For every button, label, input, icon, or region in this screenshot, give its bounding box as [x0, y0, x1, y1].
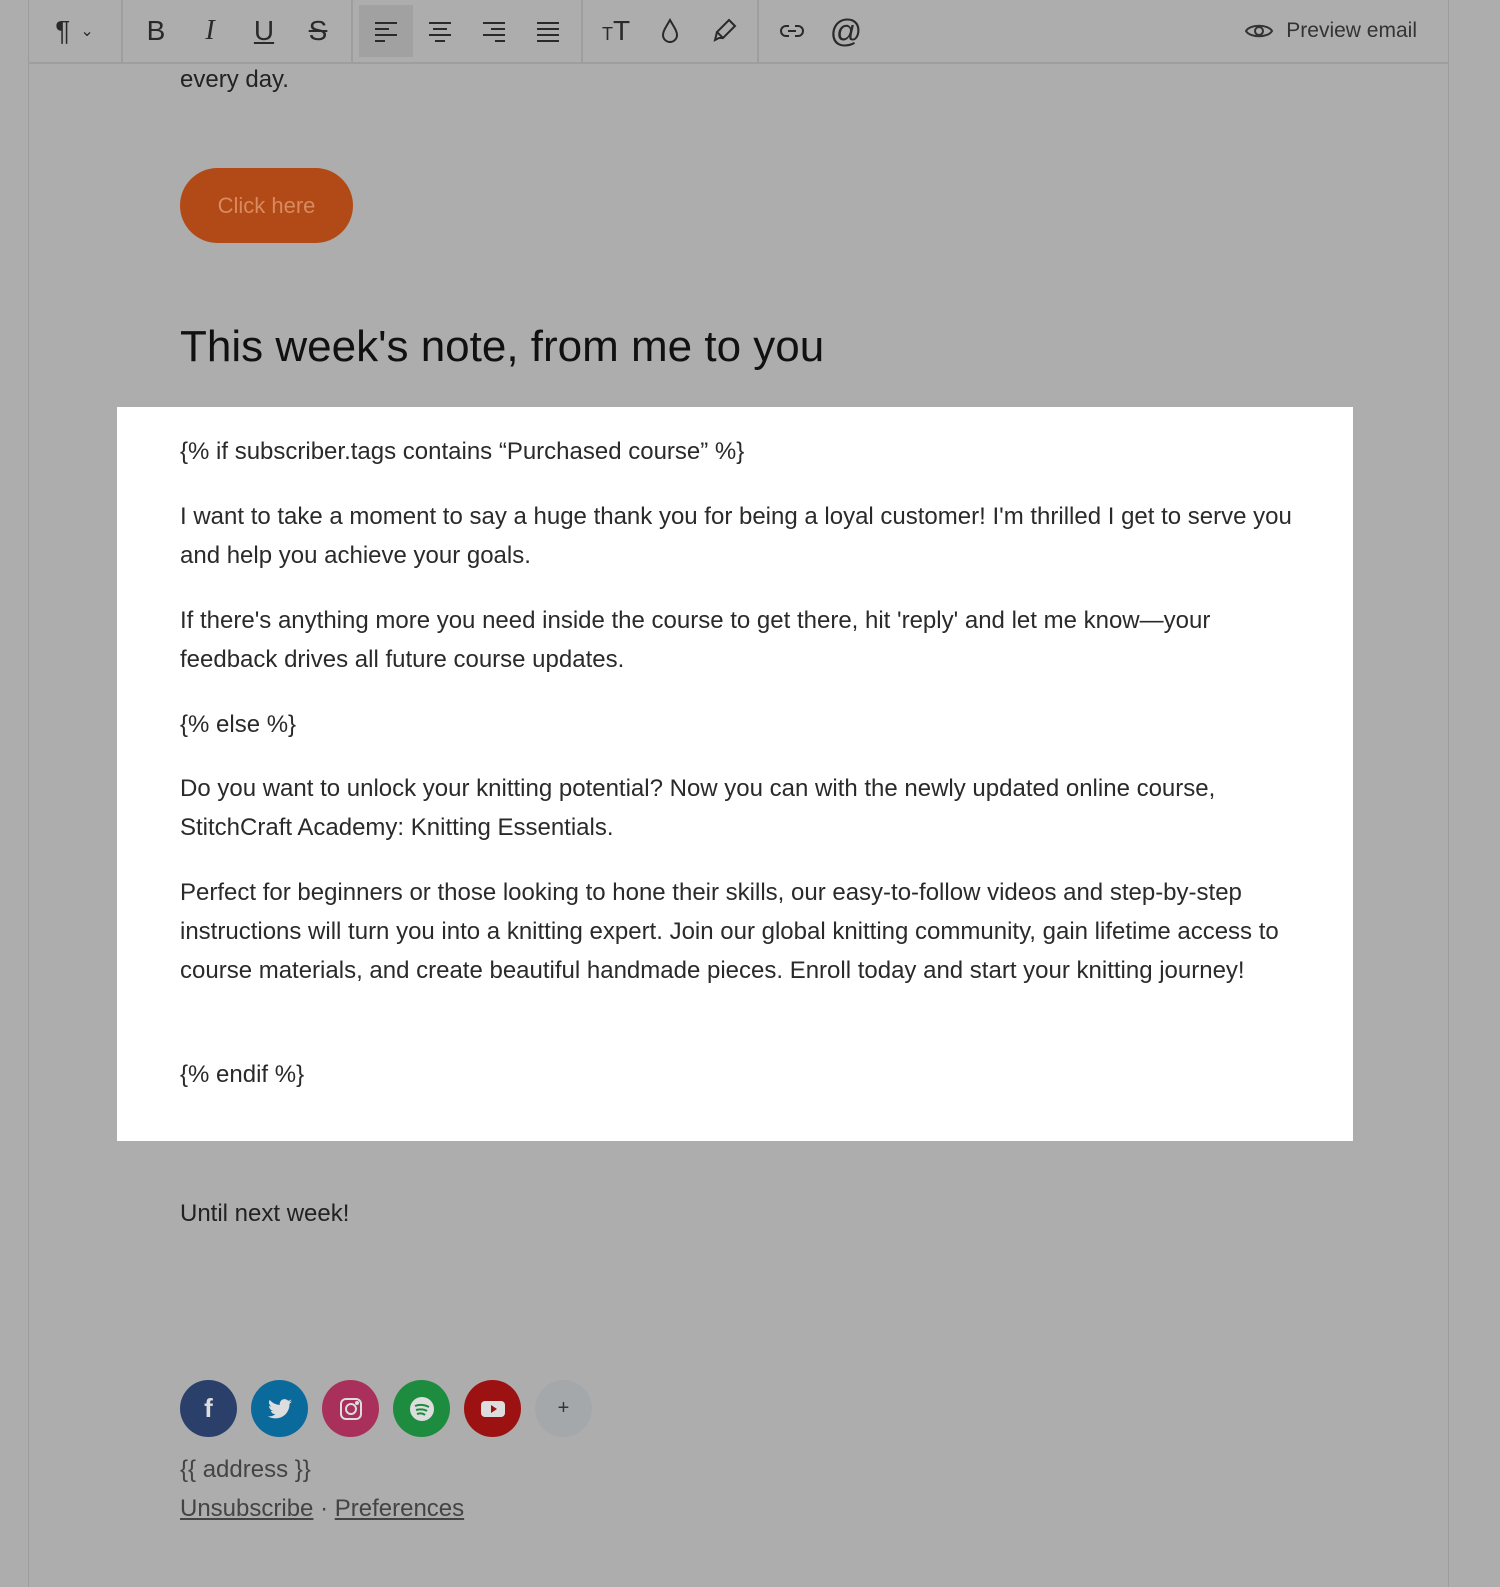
spotify-icon[interactable] [393, 1380, 450, 1437]
font-size-button[interactable] [589, 5, 643, 57]
preview-email-label: Preview email [1286, 19, 1417, 42]
italic-button[interactable] [183, 5, 237, 57]
formatting-toolbar [28, 0, 1449, 64]
droplet-icon [655, 16, 685, 46]
strikethrough-button[interactable] [291, 5, 345, 57]
link-separator: · [320, 1495, 329, 1522]
justify-icon [533, 16, 563, 46]
bold-icon: B [146, 15, 166, 46]
link-icon [777, 16, 807, 46]
cta-button[interactable]: Click here [180, 168, 353, 243]
conditional-content-block[interactable] [117, 407, 1353, 1141]
font-size-icon: TT [601, 15, 631, 46]
add-social-link-button[interactable]: + [535, 1380, 592, 1437]
liquid-else-tag: {% else %} [180, 711, 297, 738]
highlighter-icon [709, 16, 739, 46]
preview-email-button[interactable] [1244, 0, 1449, 62]
align-left-icon [371, 16, 401, 46]
intro-text: every day. [180, 66, 289, 93]
paragraph-style-dropdown[interactable] [36, 5, 113, 57]
align-right-button[interactable] [467, 5, 521, 57]
align-center-icon [425, 16, 455, 46]
signoff-text: Until next week! [180, 1200, 350, 1227]
preferences-link[interactable]: Preferences [334, 1495, 465, 1522]
at-icon: @ [829, 12, 863, 49]
facebook-icon[interactable]: f [180, 1380, 237, 1437]
liquid-endif-tag: {% endif %} [180, 1061, 305, 1088]
footer-links [180, 1495, 464, 1523]
eye-icon [1244, 20, 1274, 42]
chevron-down-icon: ⌄ [80, 23, 94, 40]
paragraph: Do you want to unlock your knitting potential? Now you can with the newly updated online course, StitchCraft Academy: Knitting Essentials. [180, 775, 1216, 841]
text-color-button[interactable] [643, 5, 697, 57]
italic-icon: I [205, 15, 215, 46]
paragraph: If there's anything more you need inside the course to get there, hit 'reply' and let me know—your feedback drives all future course updates. [180, 607, 1211, 673]
pilcrow-icon: ¶ [55, 15, 71, 46]
bold-button[interactable] [129, 5, 183, 57]
liquid-if-tag: {% if subscriber.tags contains “Purchased course” %} [180, 438, 745, 465]
mention-button[interactable] [819, 5, 873, 57]
paragraph: Perfect for beginners or those looking to hone their skills, our easy-to-follow videos and step-by-step instructions will turn you into a knitting expert. Join our global knitting community, gain lifetime access to course materials, and create beautiful handmade pieces. Enroll today and start your knitting journey! [180, 879, 1279, 984]
paragraph: I want to take a moment to say a huge thank you for being a loyal customer! I'm thrilled I get to serve you and help you achieve your goals. [180, 503, 1292, 569]
link-button[interactable] [765, 5, 819, 57]
underline-button[interactable] [237, 5, 291, 57]
section-heading: This week's note, from me to you [180, 322, 825, 371]
align-right-icon [479, 16, 509, 46]
align-center-button[interactable] [413, 5, 467, 57]
align-left-button[interactable] [359, 5, 413, 57]
underline-icon: U [253, 15, 275, 46]
justify-button[interactable] [521, 5, 575, 57]
twitter-icon[interactable] [251, 1380, 308, 1437]
instagram-icon[interactable] [322, 1380, 379, 1437]
social-links [180, 1380, 592, 1437]
unsubscribe-link[interactable]: Unsubscribe [180, 1495, 314, 1522]
youtube-icon[interactable] [464, 1380, 521, 1437]
strikethrough-icon: S [308, 15, 328, 46]
address-placeholder: {{ address }} [180, 1456, 311, 1483]
highlight-button[interactable] [697, 5, 751, 57]
